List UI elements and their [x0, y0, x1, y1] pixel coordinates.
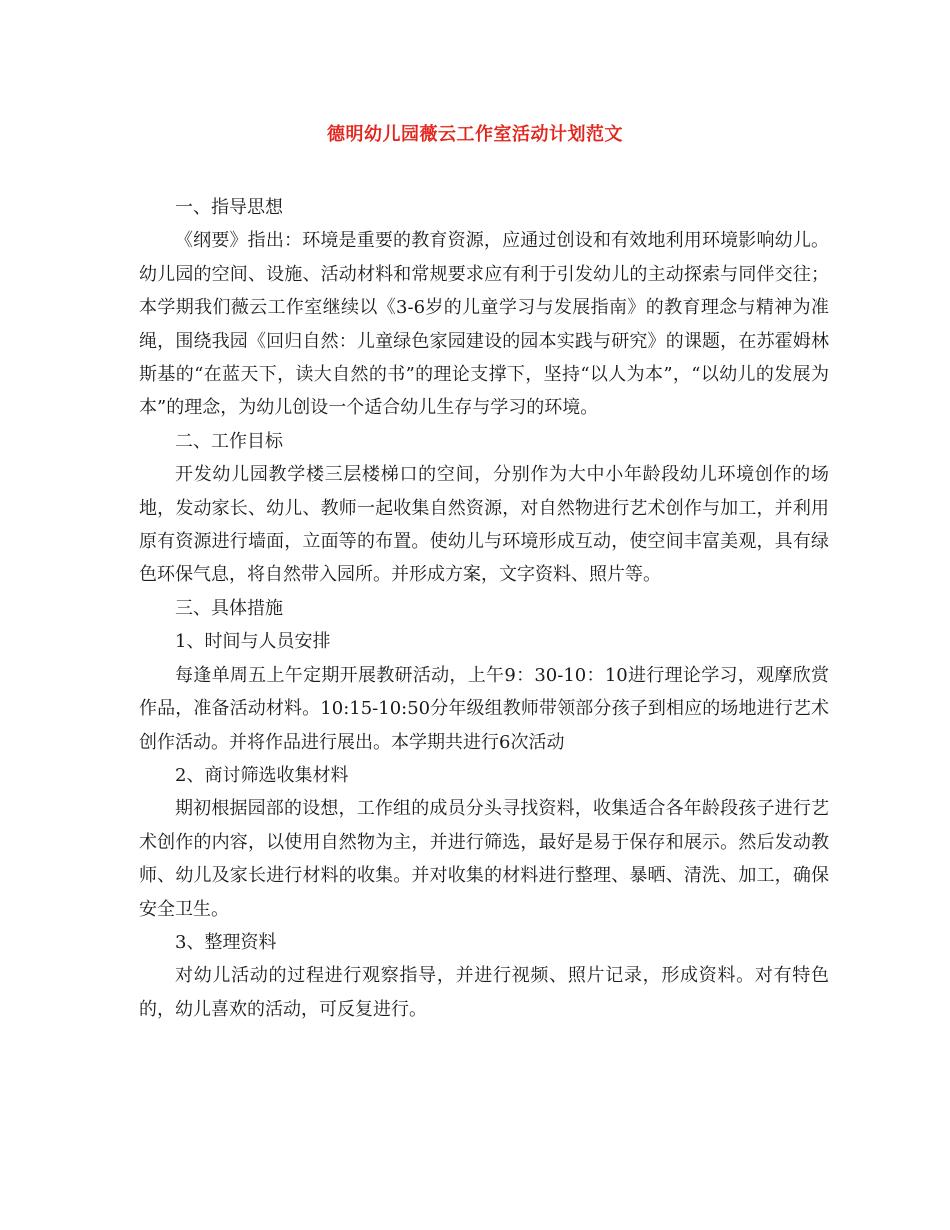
- section-heading-guiding-ideology: 一、指导思想: [175, 197, 283, 218]
- paragraph-time-and-staff: 每逢单周五上午定期开展教研活动，上午9：30-10：10进行理论学习，观摩欣赏作品，准备活动材料。10:15-10:50分年级组教师带领部分孩子到相应的场地进行艺术创作活动。并将作品进行展出。本学期共进行6次活动: [139, 664, 829, 753]
- document-body: [139, 191, 829, 1026]
- section-heading-measures: 三、具体措施: [175, 597, 283, 619]
- paragraph-materials: 期初根据园部的设想，工作组的成员分头寻找资料，收集适合各年龄段孩子进行艺术创作的内容，以使用自然物为主，并进行筛选，最好是易于保存和展示。然后发动教师、幼儿及家长进行材料的收集。并对收集的材料进行整理、暴晒、清洗、加工，确保安全卫生。: [139, 798, 829, 920]
- section-heading-work-goals: 二、工作目标: [175, 430, 283, 452]
- document-title: 德明幼儿园薇云工作室活动计划范文: [327, 124, 623, 145]
- paragraph-guiding-ideology: 《纲要》指出：环境是重要的教育资源，应通过创设和有效地利用环境影响幼儿。幼儿园的空间、设施、活动材料和常规要求应有利于引发幼儿的主动探索与同伴交往；本学期我们薇云工作室继续以《3-6岁的儿童学习与发展指南》的教育理念与精神为准绳，围绕我园《回归自然：儿童绿色家园建设的园本实践与研究》的课题，在苏霍姆林斯基的“在蓝天下，读大自然的书”的理论支撑下，坚持“以人为本”，“以幼儿的发展为本”的理念，为幼儿创设一个适合幼儿生存与学习的环境。: [139, 230, 829, 419]
- subheading-materials: 2、商讨筛选收集材料: [175, 764, 349, 786]
- subheading-organize-data: 3、整理资料: [175, 931, 277, 953]
- subheading-time-and-staff: 1、时间与人员安排: [175, 631, 331, 653]
- paragraph-work-goals: 开发幼儿园教学楼三层楼梯口的空间，分别作为大中小年龄段幼儿环境创作的场地，发动家长、幼儿、教师一起收集自然资源，对自然物进行艺术创作与加工，并利用原有资源进行墙面，立面等的布置。使幼儿与环境形成互动，使空间丰富美观，具有绿色环保气息，将自然带入园所。并形成方案，文字资料、照片等。: [139, 464, 829, 586]
- paragraph-organize-data: 对幼儿活动的过程进行观察指导，并进行视频、照片记录，形成资料。对有特色的，幼儿喜欢的活动，可反复进行。: [139, 965, 829, 1020]
